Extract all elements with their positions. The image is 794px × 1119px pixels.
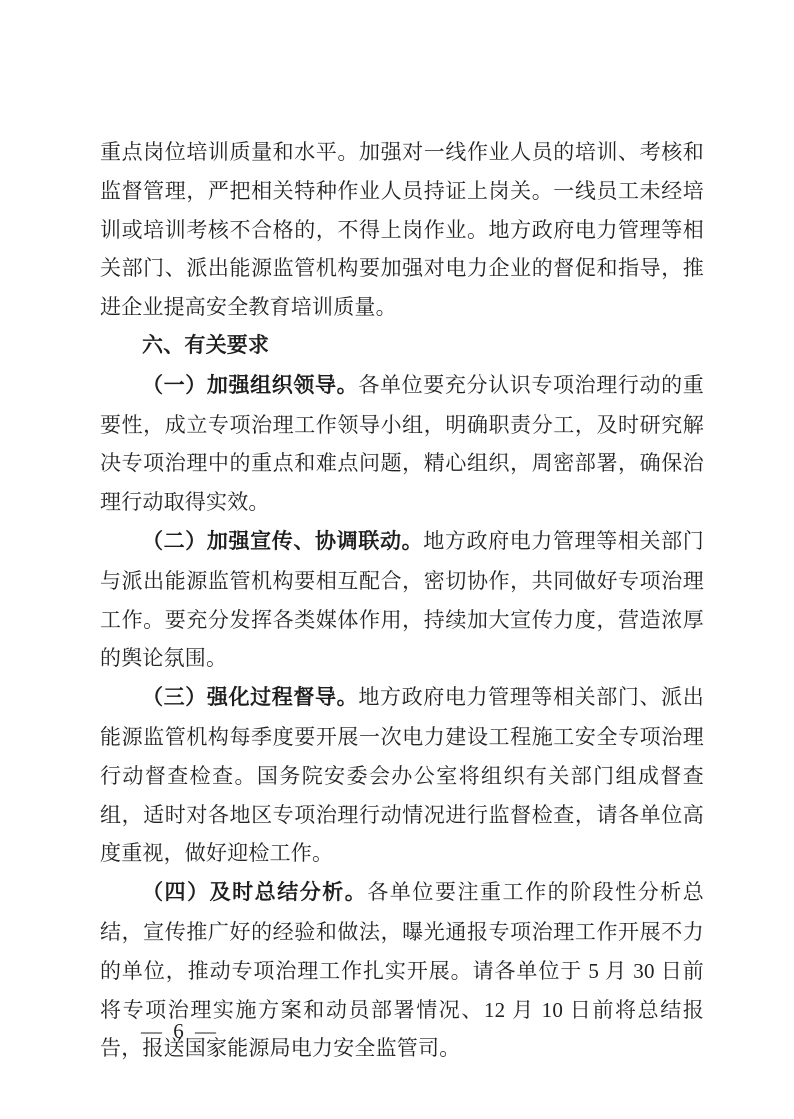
item-3-lead: （三）强化过程督导。 (142, 686, 359, 710)
item-3-body: 地方政府电力管理等相关部门、派出能源监管机构每季度要开展一次电力建设工程施工安全专项治理行动督查检查。国务院安委会办公室将组织有关部门组成督查组，适时对各地区专项治理行动情况进行监督检查，请各单位高度重视，做好迎检工作。 (100, 685, 705, 866)
item-4-body: 各单位要注重工作的阶段性分析总结，宣传推广好的经验和做法，曝光通报专项治理工作开展不力的单位，推动专项治理工作扎实开展。请各单位于 5 月 30 日前将专项治理实施方案和动员部署情况、12 月 10 日前将总结报告，报送国家能源局电力安全监管司。 (100, 880, 705, 1061)
item-1-lead: （一）加强组织领导。 (142, 373, 359, 397)
paragraph-item-3 (100, 678, 704, 873)
item-2-body: 地方政府电力管理等相关部门与派出能源监管机构要相互配合，密切协作，共同做好专项治理工作。要充分发挥各类媒体作用，持续加大宣传力度，营造浓厚的舆论氛围。 (100, 528, 704, 671)
item-2-lead: （二）加强宣传、协调联动。 (142, 529, 424, 553)
section-heading: 六、有关要求 (142, 333, 270, 357)
paragraph-continuation: 重点岗位培训质量和水平。加强对一线作业人员的培训、考核和监督管理，严把相关特种作业人员持证上岗关。一线员工未经培训或培训考核不合格的，不得上岗作业。地方政府电力管理等相关部门、派出能源监管机构要加强对电力企业的督促和指导，推进企业提高安全教育培训质量。 (100, 140, 704, 320)
paragraph-item-1 (100, 366, 704, 522)
item-4-lead: （四）及时总结分析。 (142, 881, 368, 905)
item-1-body: 各单位要充分认识专项治理行动的重要性，成立专项治理工作领导小组，明确职责分工，及时研究解决专项治理中的重点和难点问题，精心组织，周密部署，确保治理行动取得实效。 (100, 372, 705, 515)
document-body (100, 133, 704, 1068)
paragraph-item-2 (100, 522, 704, 678)
page-number: — 6 — (141, 1019, 219, 1043)
